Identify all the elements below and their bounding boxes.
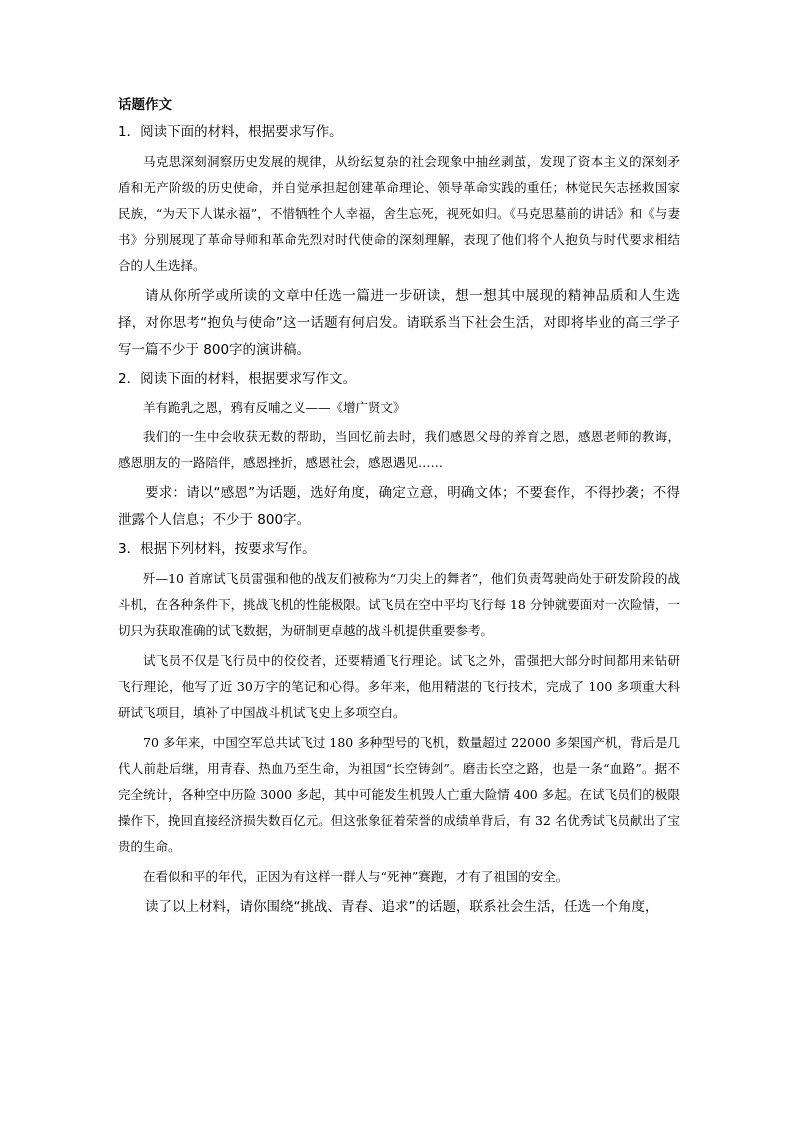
question-1-title: 1．阅读下面的材料，根据要求写作。 — [118, 124, 343, 140]
question-1-material: 马克思深刻洞察历史发展的规律，从纷纭复杂的社会现象中抽丝剥茧，发现了资本主义的深刻矛盾和无产阶级的历史使命，并自觉承担起创建革命理论、领导革命实践的重任；林觉民矢志拯救国家民族，“为天下人谋永福”，不惜牺牲个人幸福，舍生忘死，视死如归。《马克思墓前的讲话》和《与妻书》分别展现了革命导师和革命先烈对时代使命的深刻理解，表现了他们将个人抱负与时代要求相结合的人生选择。 — [118, 154, 680, 273]
question-2-quote: 羊有跪乳之恩，鸦有反哺之义——《增广贤文》 — [143, 400, 406, 415]
question-1-requirement: 请从你所学或所读的文章中任选一篇进一步研读，想一想其中展现的精神品质和人生选择，对你思考“抱负与使命”这一话题有何启发。请联系当下社会生活，对即将毕业的高三学子写一篇不少于 800字的演讲稿。 — [118, 288, 680, 358]
document-page — [118, 95, 680, 925]
question-3-paragraph-3: 70 多年来，中国空军总共试飞过 180 多种型号的飞机，数量超过 22000 多架国产机，背后是几代人前赴后继，用青春、热血乃至生命，为祖国“长空铸剑”。磨击长空之路，也是一条“血路”。据不完全统计，各种空中历险 3000 多起，其中可能发生机毁人亡重大险情 400 多起。在试飞员们的极限操作下，挽回直接经济损失数百亿元。但这张象征着荣誉的成绩单背后，有 32 名优秀试飞员献出了宝贵的生命。 — [118, 735, 680, 854]
question-3-paragraph-2: 试飞员不仅是飞行员中的佼佼者，还要精通飞行理论。试飞之外，雷强把大部分时间都用来钻研飞行理论，他写了近 30万字的笔记和心得。多年来，他用精湛的飞行技术，完成了 100 多项重大科研试飞项目，填补了中国战斗机试飞史上多项空白。 — [118, 653, 680, 720]
question-3-title: 3．根据下列材料，按要求写作。 — [118, 541, 316, 557]
question-3-paragraph-4: 在看似和平的年代，正因为有这样一群人与“死神”赛跑，才有了祖国的安全。 — [143, 869, 569, 884]
section-heading: 话题作文 — [118, 97, 172, 113]
question-2-requirement: 要求：请以“感恩”为话题，选好角度，确定立意，明确文体；不要套作，不得抄袭；不得泄露个人信息；不少于 800字。 — [118, 485, 680, 528]
question-2-material: 我们的一生中会收获无数的帮助，当回忆前去时，我们感恩父母的养育之恩，感恩老师的教诲，感恩朋友的一路陪伴，感恩挫折，感恩社会，感恩遇见…… — [118, 429, 680, 470]
question-2-title: 2．阅读下面的材料，根据要求写作文。 — [118, 371, 357, 387]
question-3-requirement: 读了以上材料，请你围绕“挑战、青春、追求”的话题，联系社会生活，任选一个角度， — [145, 899, 659, 915]
question-3-paragraph-1: 歼—10 首席试飞员雷强和他的战友们被称为“刀尖上的舞者”，他们负责驾驶尚处于研发阶段的战斗机，在各种条件下，挑战飞机的性能极限。试飞员在空中平均飞行每 18 分钟就要面对一次险情，一切只为获取准确的试飞数据，为研制更卓越的战斗机提供重要参考。 — [118, 571, 680, 638]
